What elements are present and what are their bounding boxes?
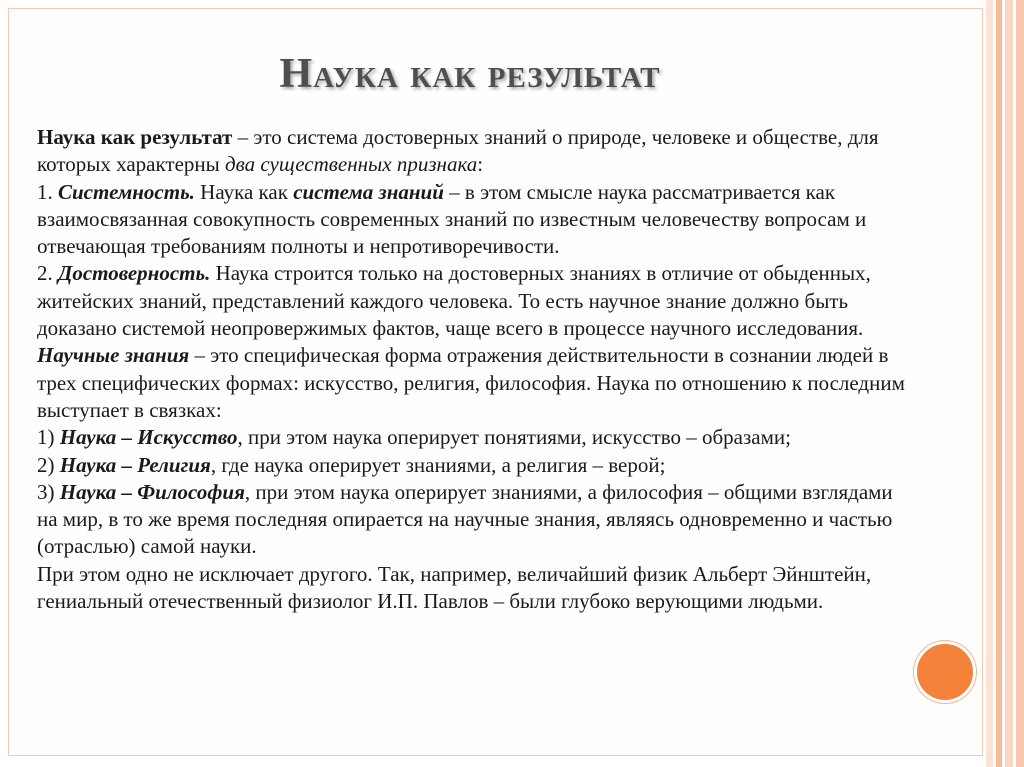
- text-run: 1): [37, 425, 60, 450]
- stripe: [986, 0, 993, 767]
- text-run: , где наука оперирует знаниями, а религия – верой;: [210, 452, 666, 477]
- decorative-stripes: [986, 0, 1024, 767]
- slide-title: Наука как результат: [279, 51, 661, 97]
- body-paragraph: [37, 179, 917, 261]
- stripe: [1016, 0, 1024, 767]
- text-run: 3): [37, 479, 60, 504]
- text-run: 1.: [37, 179, 58, 204]
- text-run: система знаний: [293, 179, 444, 204]
- stripe: [1005, 0, 1013, 767]
- text-run: Системность.: [58, 179, 195, 204]
- body-paragraph: [37, 561, 917, 616]
- text-run: 2.: [37, 261, 58, 286]
- text-run: два существенных признака: [225, 152, 478, 177]
- text-run: , при этом наука оперирует знаниями, а философия – общими взглядами на мир, в то же время последняя опирается на научные знания, являясь одновременно и частью (отраслью) самой науки.: [37, 479, 893, 559]
- text-run: При этом одно не исключает другого. Так, например, величайший физик Альберт Эйнштейн, гениальный отечественный физиолог И.П. Павлов – были глубоко верующими людьми.: [37, 561, 872, 614]
- body-paragraph: [37, 260, 917, 342]
- text-run: – это специфическая форма отражения действительности в сознании людей в трех специфических формах: искусство, религия, философия. Наука по отношению к последним выступает в связках:: [37, 343, 905, 422]
- decorative-circle-icon: [914, 641, 976, 703]
- body-paragraph: [37, 479, 917, 561]
- text-run: – в этом смысле наука рассматривается как взаимосвязанная совокупность современных знаний по известным человечеству вопросам и отвечающая требованиям полноты и непротиворечивости.: [37, 179, 867, 259]
- text-run: Наука – Философия: [59, 479, 245, 504]
- body-paragraph: [37, 124, 917, 179]
- text-run: Наука – Искусство: [59, 425, 238, 450]
- body-paragraph: [37, 452, 917, 479]
- text-run: Достоверность.: [58, 261, 211, 286]
- body-paragraph: [37, 342, 917, 424]
- text-run: , при этом наука оперирует понятиями, искусство – образами;: [237, 425, 791, 450]
- body-paragraph: [37, 424, 917, 451]
- slide-body: [37, 124, 917, 615]
- text-run: Наука – Религия: [59, 452, 211, 477]
- text-run: :: [477, 152, 484, 177]
- text-run: Наука строится только на достоверных знаниях в отличие от обыденных, житейских знаний, представлений каждого человека. То есть научное знание должно быть доказано системой неопровержимых фактов, чаще всего в процессе научного исследования.: [37, 261, 871, 341]
- text-run: 2): [37, 452, 60, 477]
- text-run: Наука как: [194, 179, 294, 204]
- text-run: Наука как результат: [37, 125, 233, 149]
- text-run: Научные знания: [37, 343, 190, 368]
- text-run: – это система достоверных знаний о природе, человеке и обществе, для которых характерны: [37, 125, 879, 177]
